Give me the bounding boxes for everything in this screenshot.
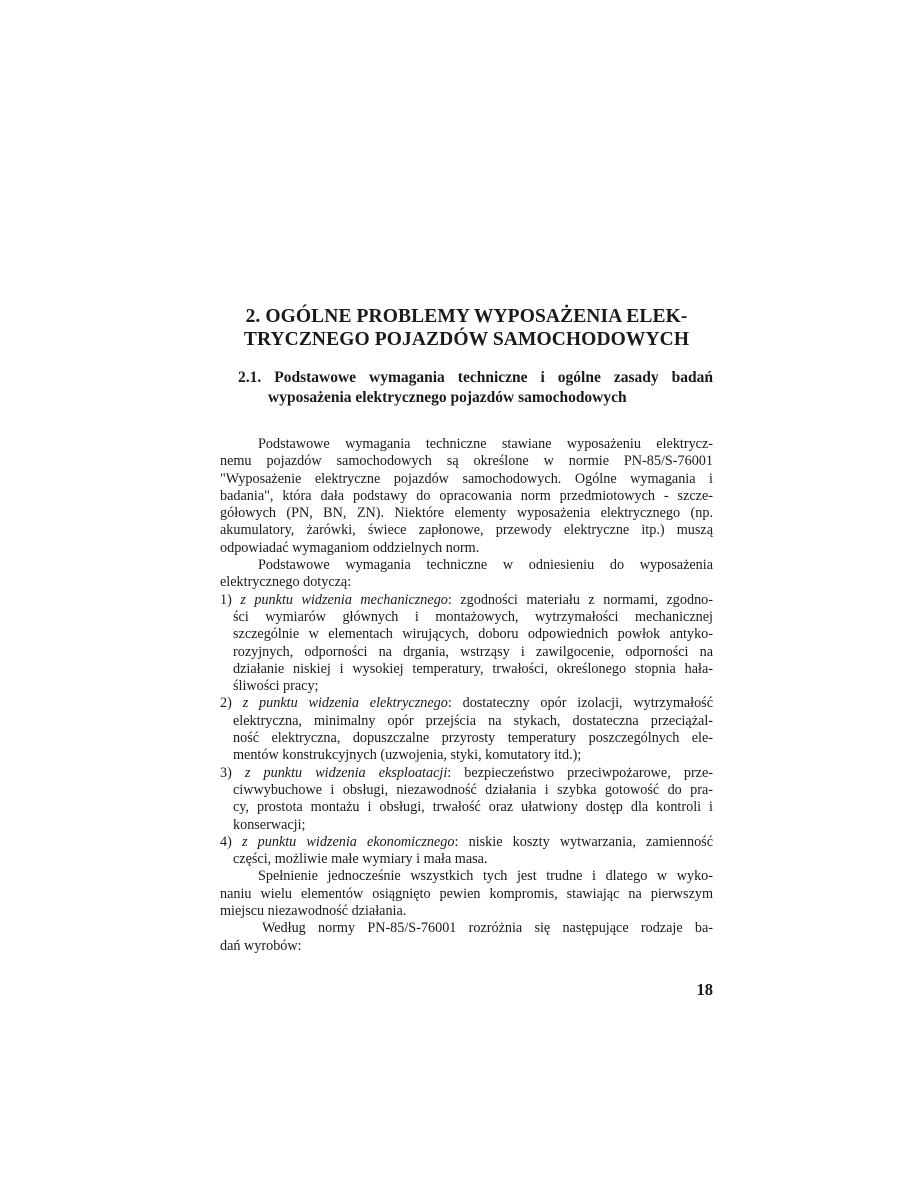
body-text xyxy=(220,436,713,955)
chapter-title xyxy=(220,305,713,351)
paragraph-line: odpowiadać wymaganiom oddzielnych norm. xyxy=(220,539,480,556)
page-number: 18 xyxy=(696,980,713,999)
list-item-number: 1) xyxy=(220,591,232,608)
list-item-line: szczególnie w elementach wirujących, doboru odpowiednich powłok antyko- xyxy=(233,626,713,643)
list-item-line: ność elektryczna, dopuszczalne przyrosty temperatury poszczególnych ele- xyxy=(233,730,713,747)
paragraph-line: Podstawowe wymagania techniczne w odniesieniu do wyposażenia xyxy=(258,557,713,574)
list-item-label: z punktu widzenia mechanicznego xyxy=(240,591,448,608)
chapter-title-line: TRYCZNEGO POJAZDÓW SAMOCHODOWYCH xyxy=(243,329,690,350)
list-item-text: : bezpieczeństwo przeciwpożarowe, prze- xyxy=(447,764,713,781)
list-item-first-line xyxy=(220,592,713,609)
paragraph-line: Spełnienie jednocześnie wszystkich tych jest trudne i dlatego w wyko- xyxy=(258,868,713,885)
list-item-line: ciwwybuchowe i obsługi, niezawodność działania i szybka gotowość do pra- xyxy=(233,781,713,798)
list-item-line: mentów konstrukcyjnych (uzwojenia, styki, komutatory itd.); xyxy=(233,747,582,764)
list-item-first-line xyxy=(220,695,713,712)
paragraph-line: badania", która dała podstawy do opracowania norm przedmiotowych - szcze- xyxy=(220,487,713,504)
paragraph-line: dań wyrobów: xyxy=(220,937,302,954)
page-content xyxy=(220,305,713,955)
list-item-number: 4) xyxy=(220,833,232,850)
paragraph-line: akumulatory, żarówki, świece zapłonowe, przewody elektryczne itp.) muszą xyxy=(220,522,713,539)
list-item-text: : zgodności materiału z normami, zgodno- xyxy=(447,591,713,608)
list-item-number: 3) xyxy=(220,764,232,781)
list-item-line: cy, prostota montażu i obsługi, trwałość oraz ułatwiony dostęp dla kontroli i xyxy=(233,799,713,816)
list-item-label: z punktu widzenia ekonomicznego xyxy=(241,833,455,850)
paragraph-line: naniu wielu elementów osiągnięto pewien kompromis, stawiając na pierwszym xyxy=(220,885,713,902)
paragraph-line: "Wyposażenie elektryczne pojazdów samochodowych. Ogólne wymagania i xyxy=(220,470,713,487)
section-title-line: wyposażenia elektrycznego pojazdów samochodowych xyxy=(268,389,627,406)
paragraph-line: nemu pojazdów samochodowych są określone w normie PN-85/S-76001 xyxy=(220,453,713,470)
list-item-text: : niskie koszty wytwarzania, zamienność xyxy=(454,833,713,850)
list-item-text: : dostateczny opór izolacji, wytrzymałość xyxy=(447,695,714,712)
chapter-title-line: 2. OGÓLNE PROBLEMY WYPOSAŻENIA ELEK- xyxy=(245,306,688,327)
list-item-line: części, możliwie małe wymiary i mała masa. xyxy=(233,851,488,868)
list-item-number: 2) xyxy=(220,695,232,712)
list-item-label: z punktu widzenia eksploatacji xyxy=(244,764,448,781)
section-title xyxy=(220,368,713,408)
list-item-first-line xyxy=(220,765,713,782)
section-title-line: 2.1. Podstawowe wymagania techniczne i ogólne zasady badań xyxy=(238,369,713,386)
list-item-line: konserwacji; xyxy=(233,816,306,833)
paragraph-line: Według normy PN-85/S-76001 rozróżnia się następujące rodzaje ba- xyxy=(262,920,713,937)
list-item-label: z punktu widzenia elektrycznego xyxy=(242,695,448,712)
list-item-line: ści wymiarów głównych i montażowych, wytrzymałości mechanicznej xyxy=(233,608,713,625)
paragraph-line: elektrycznego dotyczą: xyxy=(220,574,352,591)
paragraph-line: Podstawowe wymagania techniczne stawiane wyposażeniu elektrycz- xyxy=(258,436,713,452)
list-item-line: śliwości pracy; xyxy=(233,678,319,695)
list-item-first-line xyxy=(220,834,713,851)
paragraph-line: miejscu niezawodność działania. xyxy=(220,903,407,920)
list-item-line: działanie niskiej i wysokiej temperatury, trwałości, określonego stopnia hała- xyxy=(233,660,713,677)
list-item-line: rozyjnych, odporności na drgania, wstrząsy i zawilgocenie, odporności na xyxy=(233,643,713,660)
paragraph-line: gółowych (PN, BN, ZN). Niektóre elementy wyposażenia elektrycznego (np. xyxy=(220,505,713,522)
list-item-line: elektryczna, minimalny opór przejścia na stykach, dostateczna przeciążal- xyxy=(233,712,713,729)
